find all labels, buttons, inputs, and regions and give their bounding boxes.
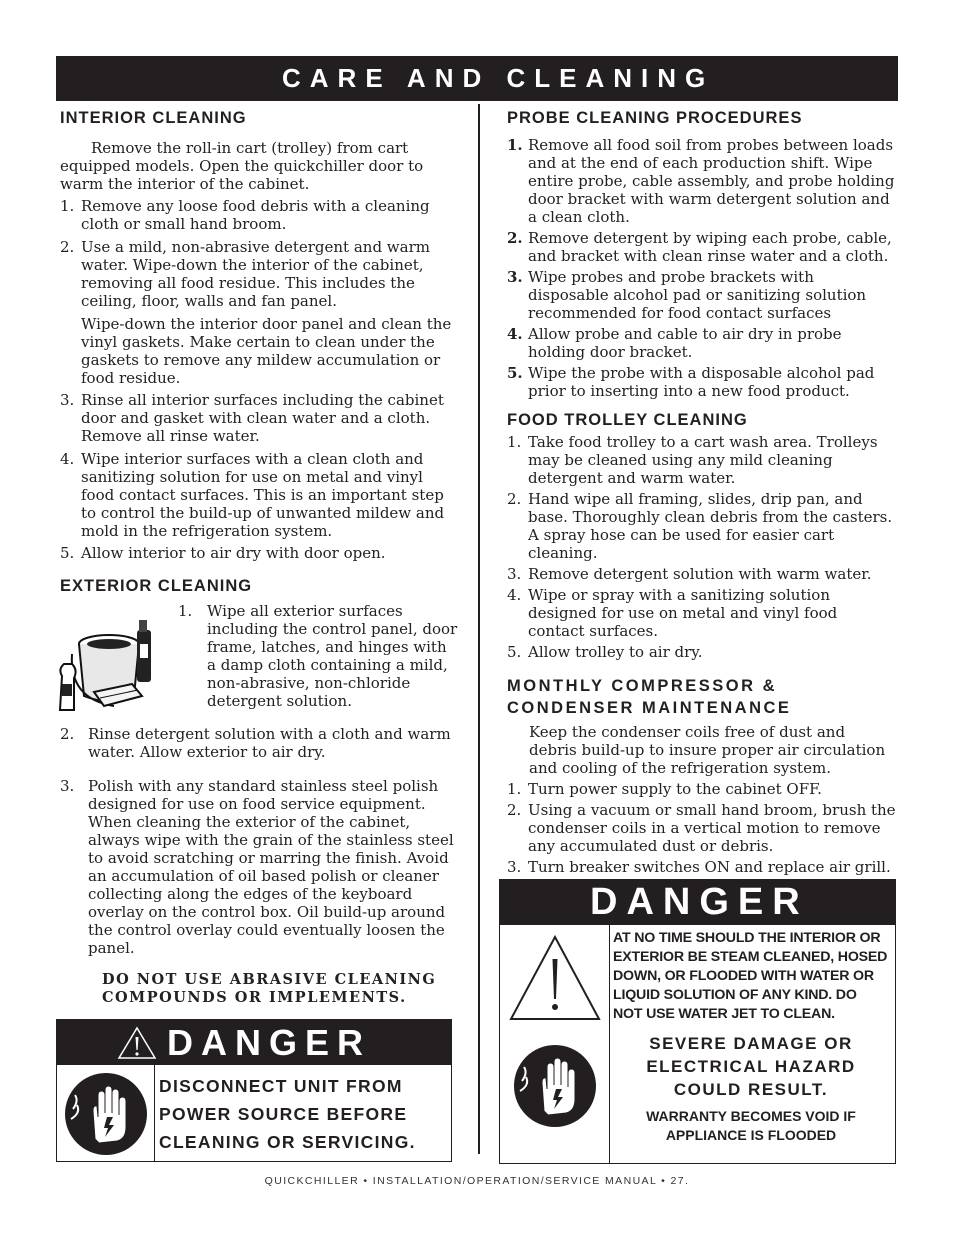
- list-item: 5. Allow interior to air dry with door open.: [60, 544, 386, 562]
- interior-intro: Remove the roll-in cart (trolley) from cart equipped models. Open the quickchiller door to warm the interior of the cabinet.: [60, 139, 424, 193]
- list-item: 4. Allow probe and cable to air dry in probe holding door bracket.: [507, 325, 842, 361]
- monthly-maintenance-heading: MONTHLY COMPRESSOR & CONDENSER MAINTENANCE: [507, 677, 792, 717]
- danger-line: DISCONNECT UNIT FROM: [159, 1076, 403, 1096]
- list-item: 3. Rinse all interior surfaces including the cabinet door and gasket with clean water and a cloth. Remove all rinse water.: [60, 391, 444, 445]
- exterior-item-2: 2. Rinse detergent solution with a cloth and warm water. Allow exterior to air dry.: [60, 725, 451, 761]
- list-item: 2. Hand wipe all framing, slides, drip pan, and base. Thoroughly clean debris from the casters. A spray hose can be used for easier cart cleaning.: [507, 490, 893, 562]
- danger-header: [500, 880, 895, 925]
- danger-body: [500, 925, 895, 1163]
- list-item: Wipe-down the interior door panel and clean the vinyl gaskets. Make certain to clean under the gaskets to remove any mildew accumulation or food residue.: [81, 315, 452, 387]
- list-item: 3. Turn breaker switches ON and replace air grill.: [507, 858, 891, 876]
- probe-cleaning-heading: PROBE CLEANING PROCEDURES: [507, 109, 803, 127]
- left-column: [60, 104, 458, 1007]
- danger-title: DANGER: [590, 881, 809, 923]
- exterior-item-3: 3. Polish with any standard stainless steel polish designed for use on food service equipment. When cleaning the exterior of the cabinet, always wipe with the grain of the stainless steel to avoid scratching or marring the finish. Avoid an accumulation of oil based polish or cleaner collecting along the edges of the keyboard overlay on the control box. Oil build-up around the control overlay could eventually loosen the panel.: [60, 777, 454, 957]
- trolley-list: [507, 433, 897, 661]
- probe-list: [507, 136, 897, 400]
- danger-box-disconnect: [56, 1019, 452, 1162]
- list-item: 3. Wipe probes and probe brackets with disposable alcohol pad or sanitizing solution recommended for food contact surfaces: [507, 268, 867, 322]
- section-title: CARE AND CLEANING: [282, 63, 715, 93]
- abrasive-warning: DO NOT USE ABRASIVE CLEANING COMPOUNDS OR IMPLEMENTS.: [102, 971, 437, 1006]
- danger-header: [57, 1020, 451, 1065]
- list-item: 2. Remove detergent by wiping each probe, cable, and bracket with clean rinse water and a cloth.: [507, 229, 892, 265]
- monthly-list: [507, 780, 897, 876]
- warranty-void-text: WARRANTY BECOMES VOID IF APPLIANCE IS FLOODED: [646, 1108, 856, 1143]
- section-title-banner: [56, 56, 898, 101]
- food-trolley-heading: FOOD TROLLEY CLEANING: [507, 411, 748, 429]
- list-item: 1. Remove all food soil from probes between loads and at the end of each production shift. Wipe entire probe, cable assembly, and probe holding door bracket with warm detergent solution and a clean cloth.: [507, 136, 895, 226]
- electric-hand-hazard-icon: [512, 1043, 598, 1129]
- list-item: 1. Remove any loose food debris with a cleaning cloth or small hand broom.: [60, 197, 430, 233]
- list-item: 4. Wipe or spray with a sanitizing solution designed for use on metal and vinyl food contact surfaces.: [507, 586, 838, 640]
- exterior-cleaning-heading: EXTERIOR CLEANING: [60, 577, 253, 595]
- monthly-intro: Keep the condenser coils free of dust and debris build-up to insure proper air circulation and cooling of the refrigeration system.: [529, 723, 886, 777]
- warning-triangle-icon: [117, 1026, 157, 1060]
- exterior-item-1: 1. Wipe all exterior surfaces including the control panel, door frame, latches, and hinges with a damp cloth containing a mild, non-abrasive, non-chloride detergent solution.: [178, 602, 458, 710]
- right-column: [507, 104, 897, 876]
- danger-title: DANGER: [167, 1021, 372, 1063]
- danger-body: [57, 1065, 451, 1162]
- list-item: 4. Wipe interior surfaces with a clean cloth and sanitizing solution for use on metal and vinyl food contact surfaces. This is an important step to control the build-up of unwanted mildew and mold in the refrigeration system.: [60, 450, 445, 540]
- column-divider: [478, 104, 480, 1154]
- list-item: 1. Turn power supply to the cabinet OFF.: [507, 780, 822, 798]
- flooding-warning-text: AT NO TIME SHOULD THE INTERIOR OR EXTERIOR BE STEAM CLEANED, HOSED DOWN, OR FLOODED WITH WATER OR LIQUID SOLUTION OF ANY KIND. DO NOT USE WATER JET TO CLEAN.: [613, 930, 888, 1022]
- electric-hand-hazard-icon: [63, 1071, 149, 1157]
- page-footer: QUICKCHILLER • INSTALLATION/OPERATION/SERVICE MANUAL • 27.: [264, 1175, 690, 1187]
- exterior-item-1-block: [60, 602, 458, 725]
- cleaning-supplies-icon: [54, 614, 159, 714]
- danger-line: POWER SOURCE BEFORE: [159, 1104, 408, 1124]
- danger-box-flooding: [499, 879, 896, 1164]
- list-item: 1. Take food trolley to a cart wash area. Trolleys may be cleaned using any mild cleaning detergent and warm water.: [507, 433, 878, 487]
- severe-damage-text: SEVERE DAMAGE OR ELECTRICAL HAZARD COULD RESULT.: [646, 1034, 856, 1099]
- list-item: 2. Use a mild, non-abrasive detergent and warm water. Wipe-down the interior of the cabinet, removing all food residue. This includes the ceiling, floor, walls and fan panel.: [60, 238, 430, 310]
- list-item: 5. Allow trolley to air dry.: [507, 643, 703, 661]
- list-item: 3. Remove detergent solution with warm water.: [507, 565, 872, 583]
- interior-list: [60, 197, 455, 562]
- interior-cleaning-heading: INTERIOR CLEANING: [60, 109, 247, 127]
- danger-line: CLEANING OR SERVICING.: [159, 1132, 416, 1152]
- list-item: 2. Using a vacuum or small hand broom, brush the condenser coils in a vertical motion to remove any accumulated dust or debris.: [507, 801, 896, 855]
- warning-triangle-icon: [507, 933, 603, 1025]
- list-item: 5. Wipe the probe with a disposable alcohol pad prior to inserting into a new food product.: [507, 364, 875, 400]
